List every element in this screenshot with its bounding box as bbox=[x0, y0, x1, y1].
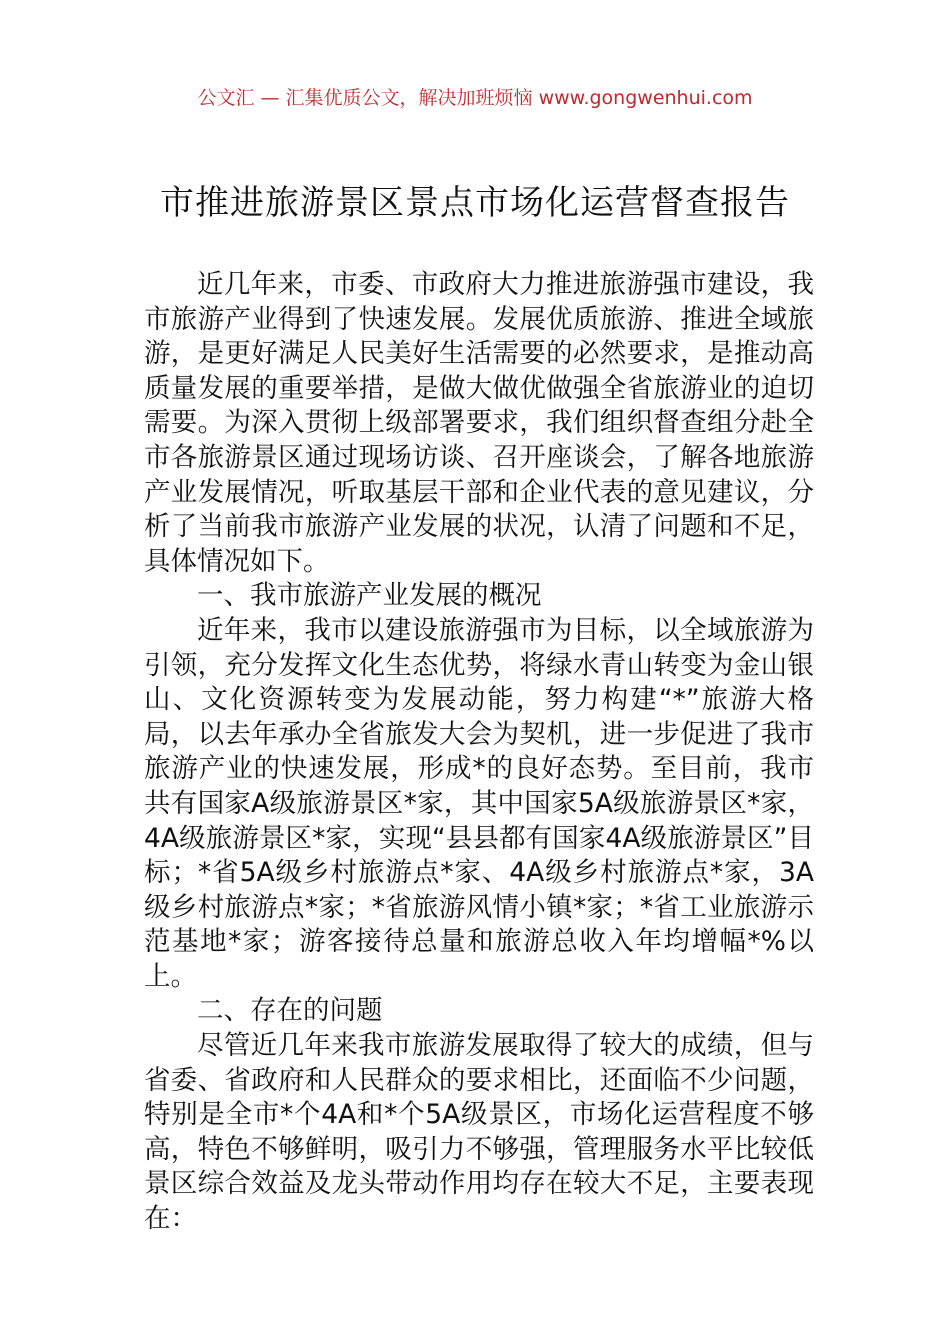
paragraph-overview: 近年来，我市以建设旅游强市为目标，以全域旅游为引领，充分发挥文化生态优势，将绿水青山转变为金山银山、文化资源转变为发展动能，努力构建“*”旅游大格局，以去年承办全省旅发大会为契机，进一步促进了我市旅游产业的快速发展，形成*的良好态势。至目前，我市共有国家A级旅游景区*家，其中国家5A级旅游景区*家，4A级旅游景区*家，实现“县县都有国家4A级旅游景区”目标；*省5A级乡村旅游点*家、4A级乡村旅游点*家，3A级乡村旅游点*家；*省旅游风情小镇*家；*省工业旅游示范基地*家；游客接待总量和旅游总收入年均增幅*%以上。 bbox=[144, 614, 814, 992]
paragraph-problems: 尽管近几年来我市旅游发展取得了较大的成绩，但与省委、省政府和人民群众的要求相比，还面临不少问题，特别是全市*个4A和*个5A级景区，市场化运营程度不够高，特色不够鲜明，吸引力不够强，管理服务水平比较低景区综合效益及龙头带动作用均存在较大不足，主要表现在： bbox=[144, 1030, 814, 1235]
document-body bbox=[144, 268, 814, 1237]
paragraph-intro: 近几年来，市委、市政府大力推进旅游强市建设，我市旅游产业得到了快速发展。发展优质旅游、推进全域旅游，是更好满足人民美好生活需要的必然要求，是推动高质量发展的重要举措，是做大做优做强全省旅游业的迫切需要。为深入贯彻上级部署要求，我们组织督查组分赴全市各旅游景区通过现场访谈、召开座谈会，了解各地旅游产业发展情况，听取基层干部和企业代表的意见建议，分析了当前我市旅游产业发展的状况，认清了问题和不足，具体情况如下。 bbox=[144, 269, 814, 577]
section-heading-problems: 二、存在的问题 bbox=[197, 995, 383, 1027]
document-title: 市推进旅游景区景点市场化运营督查报告 bbox=[160, 183, 790, 223]
section-heading-overview: 一、我市旅游产业发展的概况 bbox=[197, 580, 542, 612]
header-banner: 公文汇 — 汇集优质公文，解决加班烦恼 www.gongwenhui.com bbox=[197, 87, 753, 109]
